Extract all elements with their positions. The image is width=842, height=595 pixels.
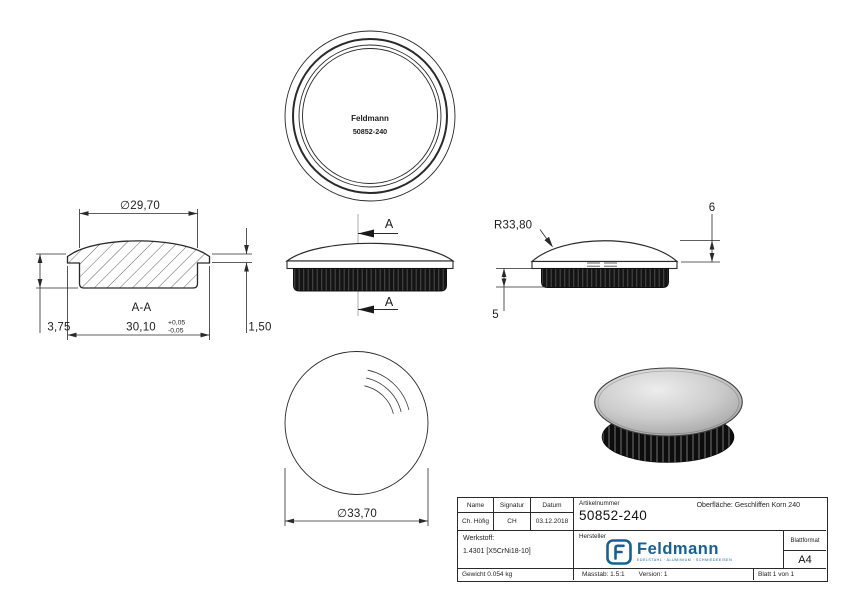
- feldmann-logo-icon: [606, 539, 632, 565]
- dome-curvature-arcs: [364, 370, 409, 414]
- version-text: Version: 1: [638, 571, 668, 578]
- blattformat-label-cell: Blattformat: [784, 531, 826, 551]
- feldmann-logo-text: [637, 542, 732, 562]
- dim-text-lip-thickness: 1,50: [248, 321, 272, 334]
- view-profile: [492, 202, 720, 321]
- artikelnummer-cell: [574, 498, 826, 531]
- side-dome: [287, 243, 453, 261]
- dim-text-dome-height: 6: [708, 202, 716, 214]
- name-value-cell: Ch. Höfig: [458, 513, 494, 531]
- dim-insert-height-5: [496, 269, 545, 312]
- profile-dome: [532, 241, 677, 262]
- profile-knurl-band: [542, 269, 669, 288]
- top-view-brand-text: Feldmann: [351, 114, 389, 123]
- view-side-section: [287, 214, 453, 316]
- render-3d-cap: [595, 368, 743, 463]
- massstab-text: Masstab: 1.5:1: [582, 571, 625, 578]
- section-letter-bottom: A: [384, 295, 394, 309]
- title-block: [457, 497, 828, 582]
- feldmann-logo: [606, 539, 732, 565]
- dim-text-lip-height: 3,75: [47, 321, 71, 334]
- radius-leader: [540, 230, 553, 248]
- hersteller-label: Hersteller: [579, 533, 606, 540]
- side-flange: [287, 261, 453, 269]
- artikelnummer-label: Artikelnummer: [579, 500, 620, 507]
- werkstoff-cell: [458, 531, 574, 569]
- datum-label-cell: Datum: [531, 498, 574, 513]
- bottom-circle-outline: [285, 352, 428, 495]
- signatur-label-cell: Signatur: [494, 498, 531, 513]
- logo-wordmark: Feldmann: [637, 540, 719, 558]
- dim-text-width: 30,10: [126, 321, 156, 334]
- dim-text-tol-minus: -0,05: [168, 327, 184, 335]
- dim-dome-height-6: [680, 214, 720, 262]
- section-part-outline: [68, 241, 210, 288]
- view-top-circle: [285, 31, 455, 201]
- side-knurl-band: [294, 269, 447, 292]
- werkstoff-value: 1.4301 [X5CrNi18-10]: [463, 548, 531, 555]
- top-view-article-text: 50852-240: [352, 127, 388, 136]
- blattformat-value-cell: A4: [784, 551, 826, 569]
- view-bottom-circle: [285, 352, 428, 527]
- datum-value-cell: 03.12.2018: [531, 513, 574, 531]
- signatur-value-cell: CH: [494, 513, 531, 531]
- werkstoff-label: Werkstoff:: [463, 535, 495, 542]
- logo-tagline: EDELSTAHL · ALUMINIUM · SCHMIEDEEISEN: [637, 558, 733, 562]
- blatt-cell: Blatt 1 von 1: [758, 571, 795, 578]
- dim-text-tol-plus: +0,05: [168, 319, 186, 327]
- name-label-cell: Name: [458, 498, 494, 513]
- oberflaeche-text: Oberfläche: Geschliffen Korn 240: [696, 502, 800, 509]
- gewicht-cell: Gewicht 0.054 kg: [458, 569, 574, 580]
- view-section-aa: [36, 200, 272, 340]
- dim-text-diameter-bottom: ∅33,70: [337, 508, 377, 520]
- section-letter-top: A: [384, 217, 394, 231]
- massstab-cell: [574, 569, 754, 580]
- render-dome: [595, 368, 743, 436]
- dim-thickness-1-50: [212, 228, 252, 333]
- section-label: A-A: [131, 302, 152, 314]
- dim-text-diameter-top: ∅29,70: [120, 200, 160, 212]
- dim-text-insert-height: 5: [492, 309, 499, 321]
- dim-text-radius: R33,80: [494, 219, 533, 232]
- hersteller-cell: [574, 531, 784, 569]
- artikelnummer-value: 50852-240: [579, 508, 648, 523]
